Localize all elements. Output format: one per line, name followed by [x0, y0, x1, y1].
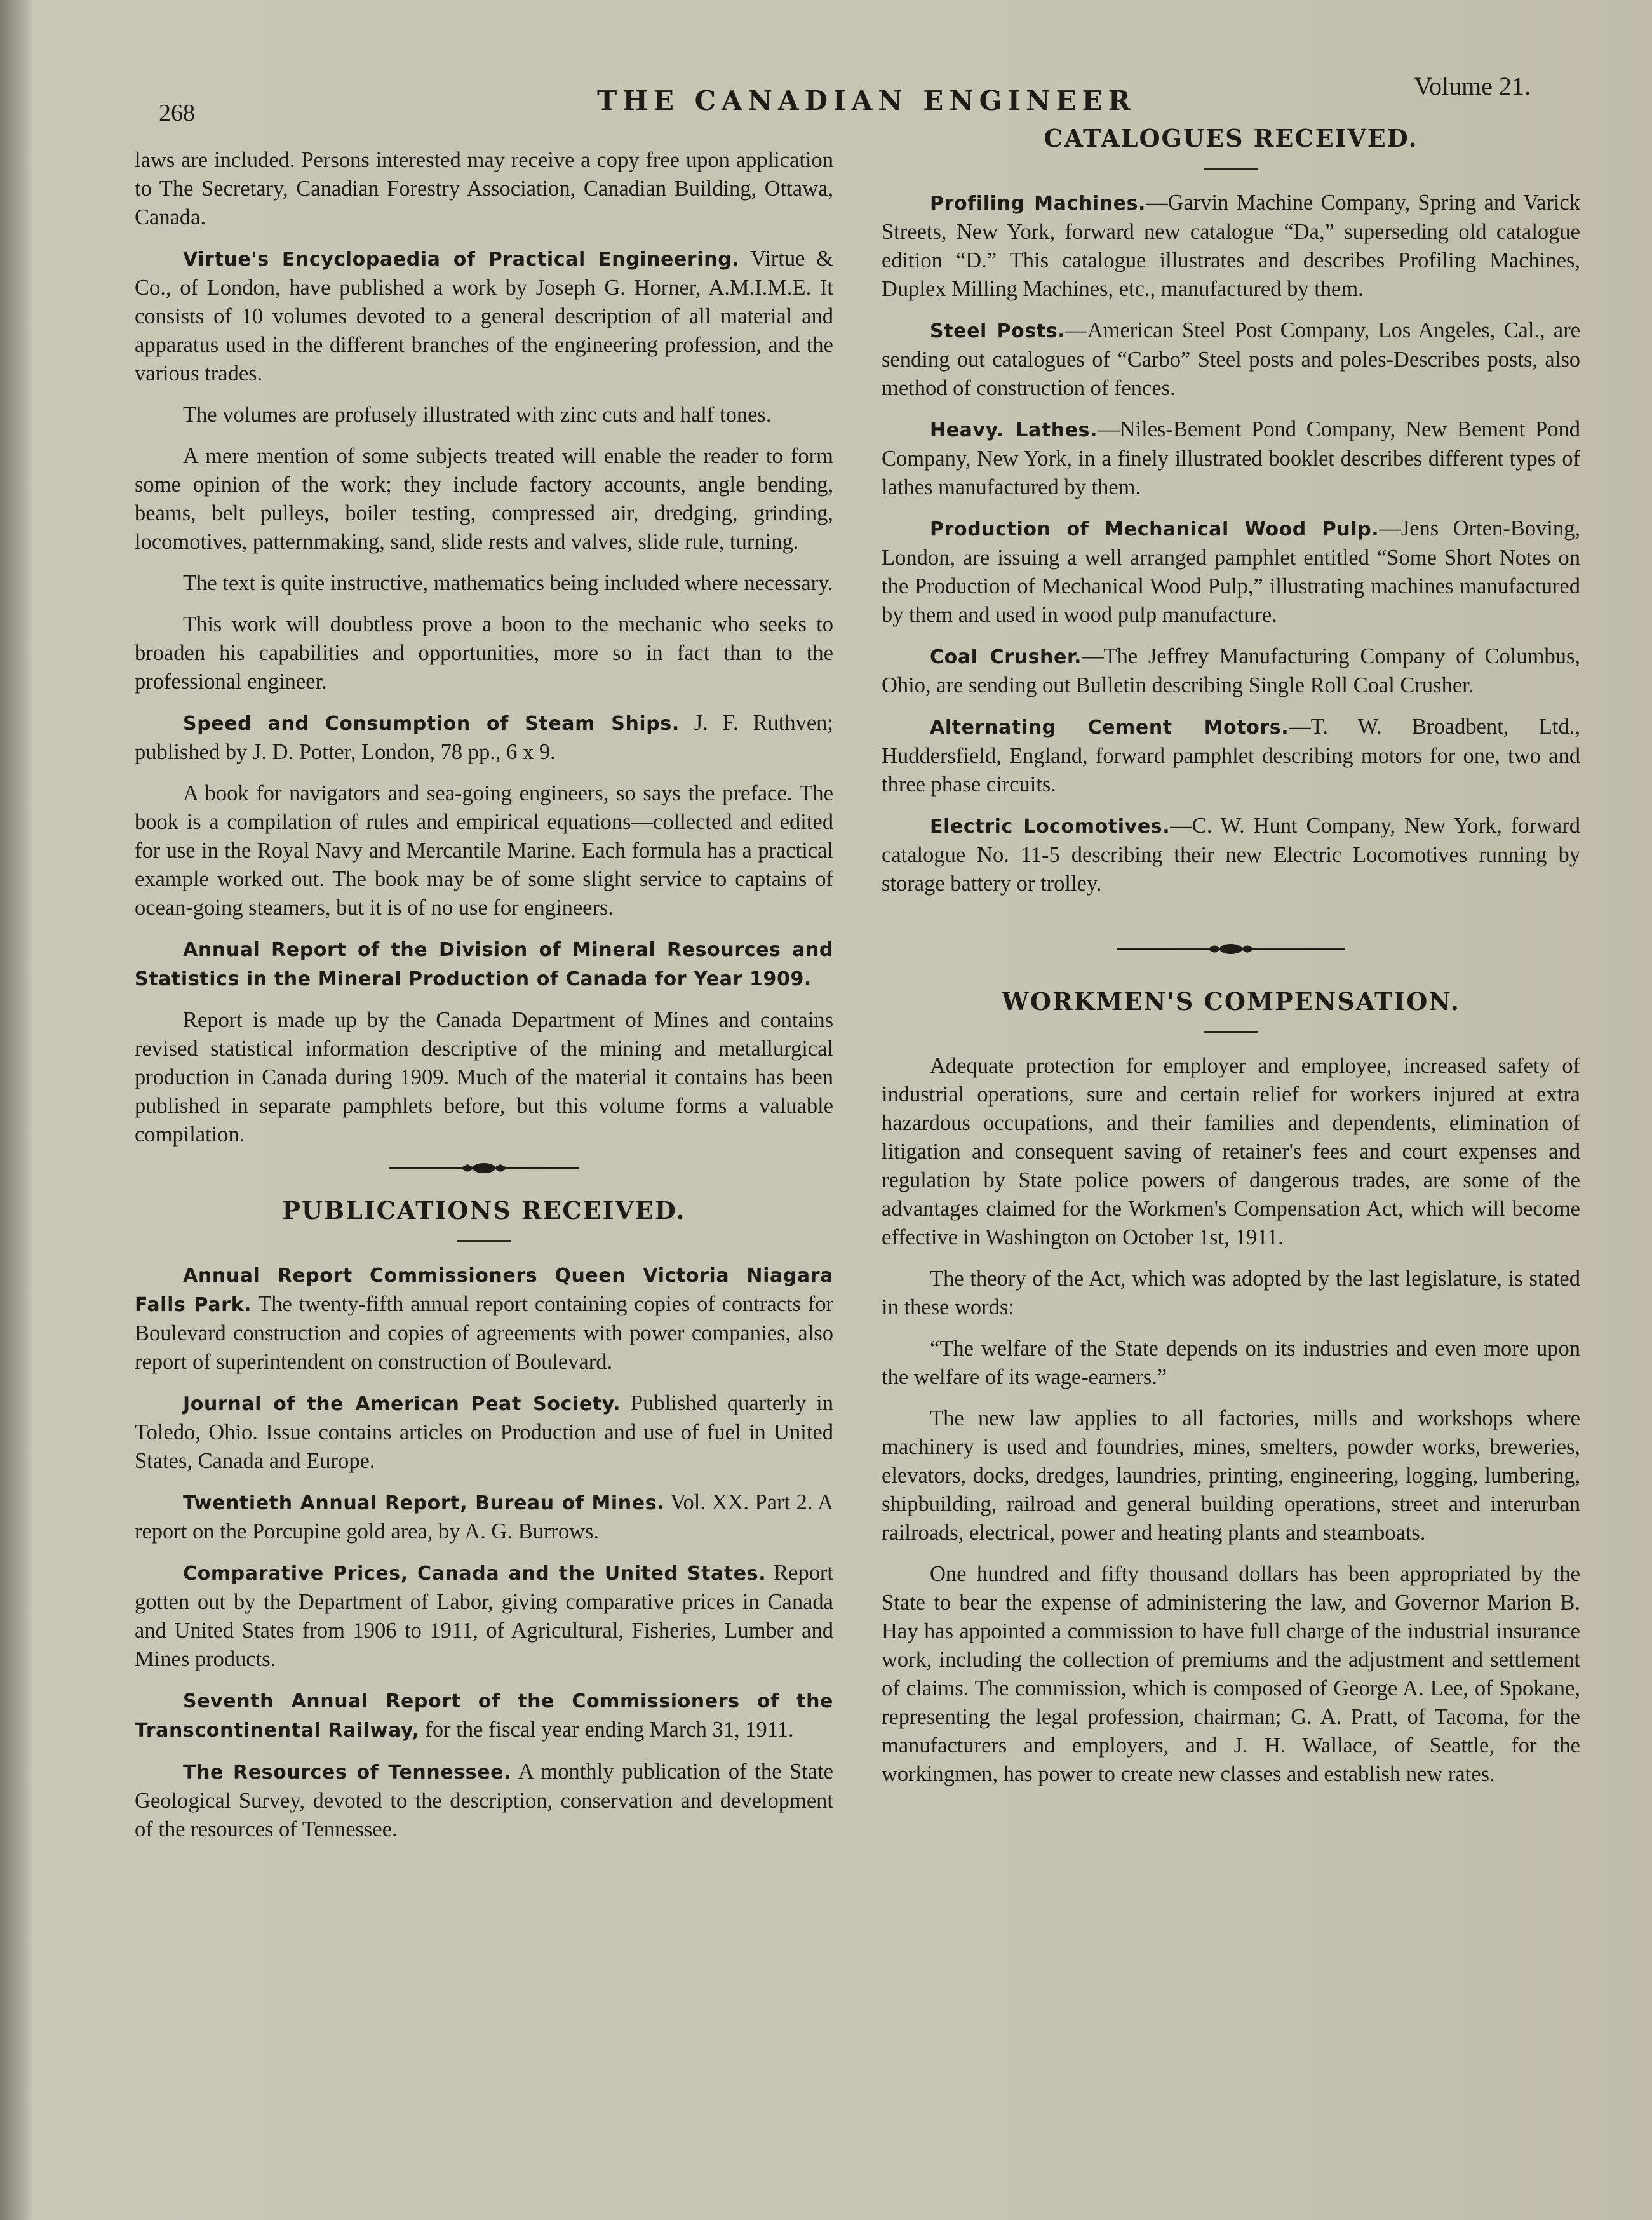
entry-title: Steel Posts.: [930, 320, 1066, 342]
ornament-divider: [1117, 943, 1345, 955]
entry-title: Electric Locomotives.: [930, 816, 1171, 838]
entry-wood-pulp: [882, 515, 1580, 629]
entry-cement-motors: [882, 713, 1580, 799]
entry-title: Comparative Prices, Canada and the United States.: [183, 1563, 767, 1585]
entry-body: —Jens Orten-Boving, London, are issuing a well arranged pamphlet entitled “Some Short Notes on the Production of Mechanical Wood Pulp,” illustrating machines manufactured by them and used in wood pulp manufacture.: [882, 516, 1580, 627]
intro-paragraph: laws are included. Persons interested may receive a copy free upon application to The Secretary, Canadian Forestry Association, Canadian Building, Ottawa, Canada.: [135, 148, 833, 229]
heading-rule: [1204, 168, 1258, 170]
paragraph-appropriation: One hundred and fifty thousand dollars has been appropriated by the State to bear the expense of administering the law, and Governor Marion B. Hay has appointed a commission to have full charge of the industrial insurance work, including the collection of premiums and the adjustment and settlement of claims. The commission, which is composed of George A. Lee, of Spokane, representing the legal profession, chairman; G. A. Pratt, of Tacoma, for the manufacturers and employers, and J. H. Wallace, of Seattle, for the workingmen, has power to create new classes and establish new rates.: [882, 1562, 1580, 1786]
entry-title: Profiling Machines.: [930, 192, 1146, 215]
entry-title: Virtue's Encyclopaedia of Practical Engineering.: [183, 248, 740, 271]
entry-body: Vol. XX. Part 2. A report on the Porcupine gold area, by A. G. Burrows.: [135, 1490, 834, 1544]
entry-body: A monthly publication of the State Geological Survey, devoted to the description, conservation and development of the resources of Tennessee.: [135, 1759, 833, 1841]
entry-title: Twentieth Annual Report, Bureau of Mines.: [183, 1492, 665, 1514]
entry-heavy-lathes: [882, 415, 1580, 502]
paragraph-quote: “The welfare of the State depends on its industries and even more upon the welfare of its wage-earners.”: [882, 1336, 1580, 1389]
entry-coal-crusher: [882, 642, 1580, 700]
entry-body: The twenty-fifth annual report containing copies of contracts for Boulevard construction and copies of agreements with power companies, also report of superintendent on construction of Boulevard.: [135, 1292, 834, 1374]
paragraph-protection: Adequate protection for employer and employee, increased safety of industrial operations, sure and certain relief for workers injured at extra hazardous occupations, and their families and dependents, elimination of litigation and consequent saving of retainer's fees and court expenses and regulation by State police powers of dangerous trades, are some of the advantages claimed for the Workmen's Compensation Act, which will become effective in Washington on October 1st, 1911.: [882, 1054, 1580, 1249]
paragraph-subjects: A mere mention of some subjects treated will enable the reader to form some opinion of the work; they include factory accounts, angle bending, beams, belt pulleys, boiler testing, compressed air, dredging, grinding, locomotives, patternmaking, sand, slide rests and valves, slide rule, turning.: [135, 444, 833, 554]
ornament-divider: [389, 1162, 579, 1174]
paragraph-law: The new law applies to all factories, mills and workshops where machinery is used and foundries, mines, smelters, powder works, breweries, elevators, docks, dredges, laundries, printing, engineering, logging, lumbering, shipbuilding, railroad and general building operations, street and interurban railroads, electrical, power and heating plants and steamboats.: [882, 1406, 1580, 1545]
entry-title: Journal of the American Peat Society.: [183, 1393, 621, 1415]
entry-title: Coal Crusher.: [930, 646, 1082, 668]
entry-body: for the fiscal year ending March 31, 1911.: [425, 1718, 794, 1742]
paragraph-boon: This work will doubtless prove a boon to the mechanic who seeks to broaden his capabilities and opportunities, more so in fact than to the professional engineer.: [135, 612, 833, 694]
entry-body: —The Jeffrey Manufacturing Company of Columbus, Ohio, are sending out Bulletin describing Single Roll Coal Crusher.: [882, 644, 1580, 697]
left-column: [135, 146, 833, 1857]
entry-body: —American Steel Post Company, Los Angeles, Cal., are sending out catalogues of “Carbo” Steel posts and poles-Describes posts, also method of construction of fences.: [882, 318, 1580, 400]
entry-title: Production of Mechanical Wood Pulp.: [930, 518, 1380, 541]
entry-title: Alternating Cement Motors.: [930, 716, 1289, 739]
paragraph-text: The text is quite instructive, mathematics being included where necessary.: [183, 571, 833, 595]
section-heading-publications: PUBLICATIONS RECEIVED.: [282, 1196, 686, 1225]
entry-steel-posts: [882, 316, 1580, 403]
entry-title: The Resources of Tennessee.: [183, 1761, 512, 1784]
entry-profiling-machines: [882, 189, 1580, 304]
entry-body: —C. W. Hunt Company, New York, forward catalogue No. 11-5 describing their new Electric Locomotives running by storage battery or trolley.: [882, 814, 1580, 896]
volume-label: Volume 21.: [1414, 72, 1531, 100]
entry-body: —Niles-Bement Pond Company, New Bement Pond Company, New York, in a finely illustrated booklet describes different types of lathes manufactured by them.: [882, 417, 1580, 499]
entry-body: Report gotten out by the Department of Labor, giving comparative prices in Canada and United States from 1906 to 1911, of Agricultural, Fisheries, Lumber and Mines products.: [135, 1561, 834, 1671]
entry-electric-locomotives: [882, 812, 1580, 898]
entry-body: J. F. Ruthven; published by J. D. Potter, London, 78 pp., 6 x 9.: [135, 711, 833, 764]
running-header: [159, 71, 1531, 126]
page-number: 268: [159, 100, 195, 126]
entry-title: Annual Report Commissioners Queen Victoria Niagara Falls Park.: [135, 1265, 833, 1316]
paragraph-volumes: The volumes are profusely illustrated with zinc cuts and half tones.: [183, 403, 772, 427]
entry-body: Published quarterly in Toledo, Ohio. Issue contains articles on Production and use of fuel in United States, Canada and Europe.: [135, 1391, 833, 1473]
entry-mineral-report: [135, 935, 833, 993]
entry-virtue-encyclopaedia: [135, 245, 833, 388]
magazine-title: THE CANADIAN ENGINEER: [597, 85, 1136, 116]
section-heading-catalogues: CATALOGUES RECEIVED.: [1044, 124, 1418, 152]
entry-bureau-of-mines: [135, 1488, 833, 1546]
entry-title: Seventh Annual Report of the Commissioners of the Transcontinental Railway,: [135, 1690, 833, 1742]
entry-peat-society: [135, 1389, 833, 1476]
entry-body: —Garvin Machine Company, Spring and Varick Streets, New York, forward new catalogue “Da,” superseding old catalogue edition “D.” This catalogue illustrates and describes Profiling Machines, Duplex Milling Machines, etc., manufactured by them.: [882, 191, 1580, 301]
binding-gutter: [0, 0, 33, 2220]
paragraph-report: Report is made up by the Canada Department of Mines and contains revised statistical information descriptive of the mining and metallurgical production in Canada during 1909. Much of the material it contains has been published in separate pamphlets before, but this volume forms a valuable compilation.: [135, 1008, 833, 1147]
section-heading-workmens-compensation: WORKMEN'S COMPENSATION.: [1002, 987, 1460, 1016]
entry-title: Heavy. Lathes.: [930, 419, 1098, 441]
entry-transcontinental: [135, 1686, 833, 1745]
entry-niagara: [135, 1261, 833, 1376]
entry-steam-ships: [135, 709, 833, 767]
heading-rule: [457, 1240, 511, 1242]
entry-tennessee: [135, 1758, 833, 1844]
entry-body: Virtue & Co., of London, have published a work by Joseph G. Horner, A.M.I.M.E. It consists of 10 volumes devoted to a general description of all material and apparatus used in the different branches of the engineering profession, and the various trades.: [135, 246, 833, 386]
entry-body: —T. W. Broadbent, Ltd., Huddersfield, England, forward pamphlet describing motors for one, two and three phase circuits.: [882, 715, 1580, 797]
entry-comparative-prices: [135, 1559, 833, 1674]
paragraph-theory: The theory of the Act, which was adopted by the last legislature, is stated in these words:: [882, 1267, 1580, 1319]
right-column: [882, 124, 1580, 1801]
entry-title: Annual Report of the Division of Mineral Resources and Statistics in the Mineral Production of Canada for Year 1909.: [135, 939, 833, 990]
heading-rule: [1204, 1031, 1258, 1033]
entry-title: Speed and Consumption of Steam Ships.: [183, 713, 680, 735]
paragraph-navigators: A book for navigators and sea-going engineers, so says the preface. The book is a compilation of rules and empirical equations—collected and edited for use in the Royal Navy and Mercantile Marine. Each formula has a practical example worked out. The book may be of some slight service to captains of ocean-going steamers, but it is of no use for engineers.: [135, 781, 833, 920]
